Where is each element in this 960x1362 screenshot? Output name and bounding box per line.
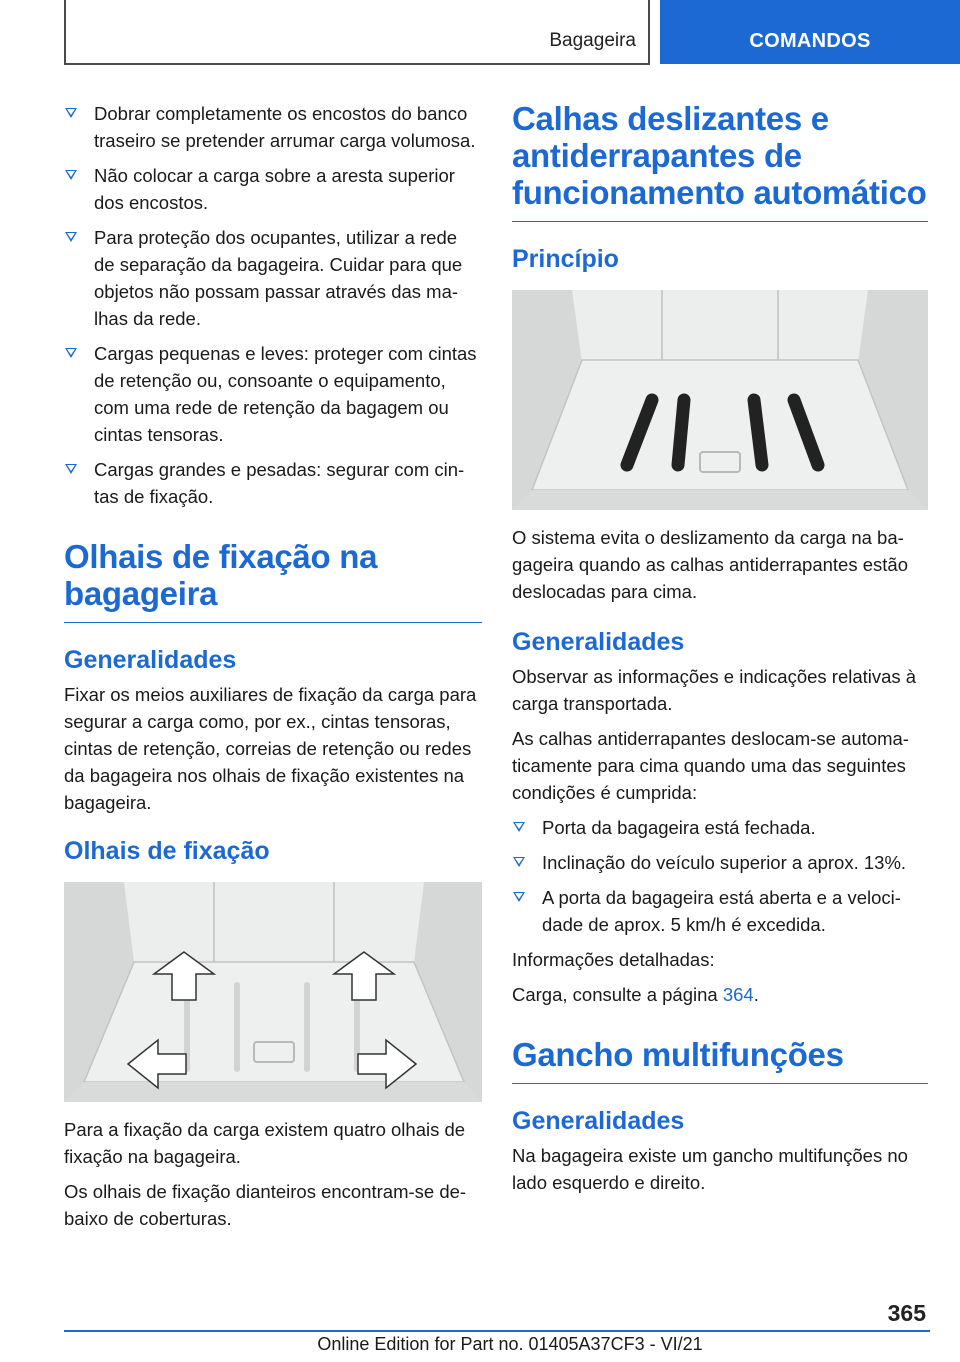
bullet-triangle-icon bbox=[65, 108, 77, 118]
list-item: Cargas pequenas e leves: proteger com cintas de retenção ou, consoante o equipamento, com uma rede de retenção da bagagem ou cintas tensoras. bbox=[64, 340, 482, 448]
list-item: Inclinação do veículo superior a aprox. 13%. bbox=[512, 849, 928, 876]
rail-conditions-list bbox=[512, 814, 928, 938]
anti-slip-rail bbox=[678, 400, 684, 465]
list-item: A porta da bagageira está aberta e a velocidade de aprox. 5 km/h é excedida. bbox=[512, 884, 928, 938]
list-item: Cargas grandes e pesadas: segurar com cintas de fixação. bbox=[64, 456, 482, 510]
header-rule-right bbox=[648, 0, 650, 64]
details-label: Informações detalhadas: bbox=[512, 949, 715, 970]
bullet-triangle-icon bbox=[513, 892, 525, 902]
list-item: Para proteção dos ocupantes, utilizar a rede de separação da bagageira. Cuidar para que objetos não possam passar através das malhas da rede. bbox=[64, 224, 482, 332]
header-rule-bottom bbox=[64, 63, 650, 65]
section-title-anti-slip-rails: Calhas deslizantes e antiderrapantes de funcionamento automático bbox=[512, 100, 928, 222]
right-column bbox=[512, 100, 928, 1204]
subheading-general-rails: Generalidades bbox=[512, 628, 685, 656]
footer-edition: Online Edition for Part no. 01405A37CF3 - VI/21 bbox=[317, 1334, 703, 1354]
list-item: Porta da bagageira está fechada. bbox=[512, 814, 928, 841]
anti-slip-rail bbox=[754, 400, 762, 465]
lashing-eyes-paragraph-1: Para a fixação da carga existem quatro olhais de fixação na bagageira. bbox=[64, 1119, 466, 1167]
principle-paragraph: O sistema evita o deslizamento da carga na bagageira quando as calhas antiderrapantes estão deslocadas para cima. bbox=[512, 527, 908, 602]
bullet-triangle-icon bbox=[65, 170, 77, 180]
load-safety-list bbox=[64, 100, 482, 510]
bullet-triangle-icon bbox=[513, 822, 525, 832]
subheading-lashing-eyes: Olhais de fixação bbox=[64, 837, 270, 865]
page-number: 365 bbox=[887, 1300, 926, 1326]
bullet-triangle-icon bbox=[65, 464, 77, 474]
header-section-title: Bagageira bbox=[549, 30, 636, 51]
lashing-eyes-paragraph-2: Os olhais de fixação dianteiros encontram-se debaixo de coberturas. bbox=[64, 1181, 467, 1229]
left-column bbox=[64, 100, 482, 1240]
header-rule-left bbox=[64, 0, 66, 64]
bullet-triangle-icon bbox=[65, 348, 77, 358]
list-item: Não colocar a carga sobre a aresta superior dos encostos. bbox=[64, 162, 482, 216]
bullet-triangle-icon bbox=[65, 232, 77, 242]
bullet-triangle-icon bbox=[513, 857, 525, 867]
general-rails-paragraph-1: Observar as informações e indicações relativas à carga transportada. bbox=[512, 666, 917, 714]
list-item: Dobrar completamente os encostos do banco traseiro se pretender arrumar carga volumosa. bbox=[64, 100, 482, 154]
subheading-general: Generalidades bbox=[64, 646, 237, 674]
page-link-364[interactable]: 364 bbox=[722, 984, 754, 1005]
subheading-principle: Princípio bbox=[512, 245, 619, 273]
header-chapter-tab[interactable]: COMANDOS bbox=[660, 0, 960, 64]
general-rails-paragraph-2: As calhas antiderrapantes deslocam-se automaticamente para cima quando uma das seguintes condições é cumprida: bbox=[512, 728, 909, 803]
footer-rule bbox=[64, 1330, 930, 1332]
hook-paragraph: Na bagageira existe um gancho multifunções no lado esquerdo e direito. bbox=[512, 1145, 908, 1193]
anti-slip-rails-illustration bbox=[512, 290, 928, 510]
lashing-eyes-illustration bbox=[64, 882, 482, 1102]
section-title-lashing-eyes: Olhais de fixação na bagageira bbox=[64, 538, 482, 623]
section-title-multifunction-hook: Gancho multifunções bbox=[512, 1036, 928, 1084]
load-reference: Carga, consulte a página 364. bbox=[512, 984, 759, 1005]
subheading-general-hook: Generalidades bbox=[512, 1107, 685, 1135]
general-paragraph: Fixar os meios auxiliares de fixação da carga para segurar a carga como, por ex., cintas tensoras, cintas de retenção, correias de retenção ou redes da bagageira nos olhais de fixação existentes na bagageira. bbox=[64, 684, 477, 813]
